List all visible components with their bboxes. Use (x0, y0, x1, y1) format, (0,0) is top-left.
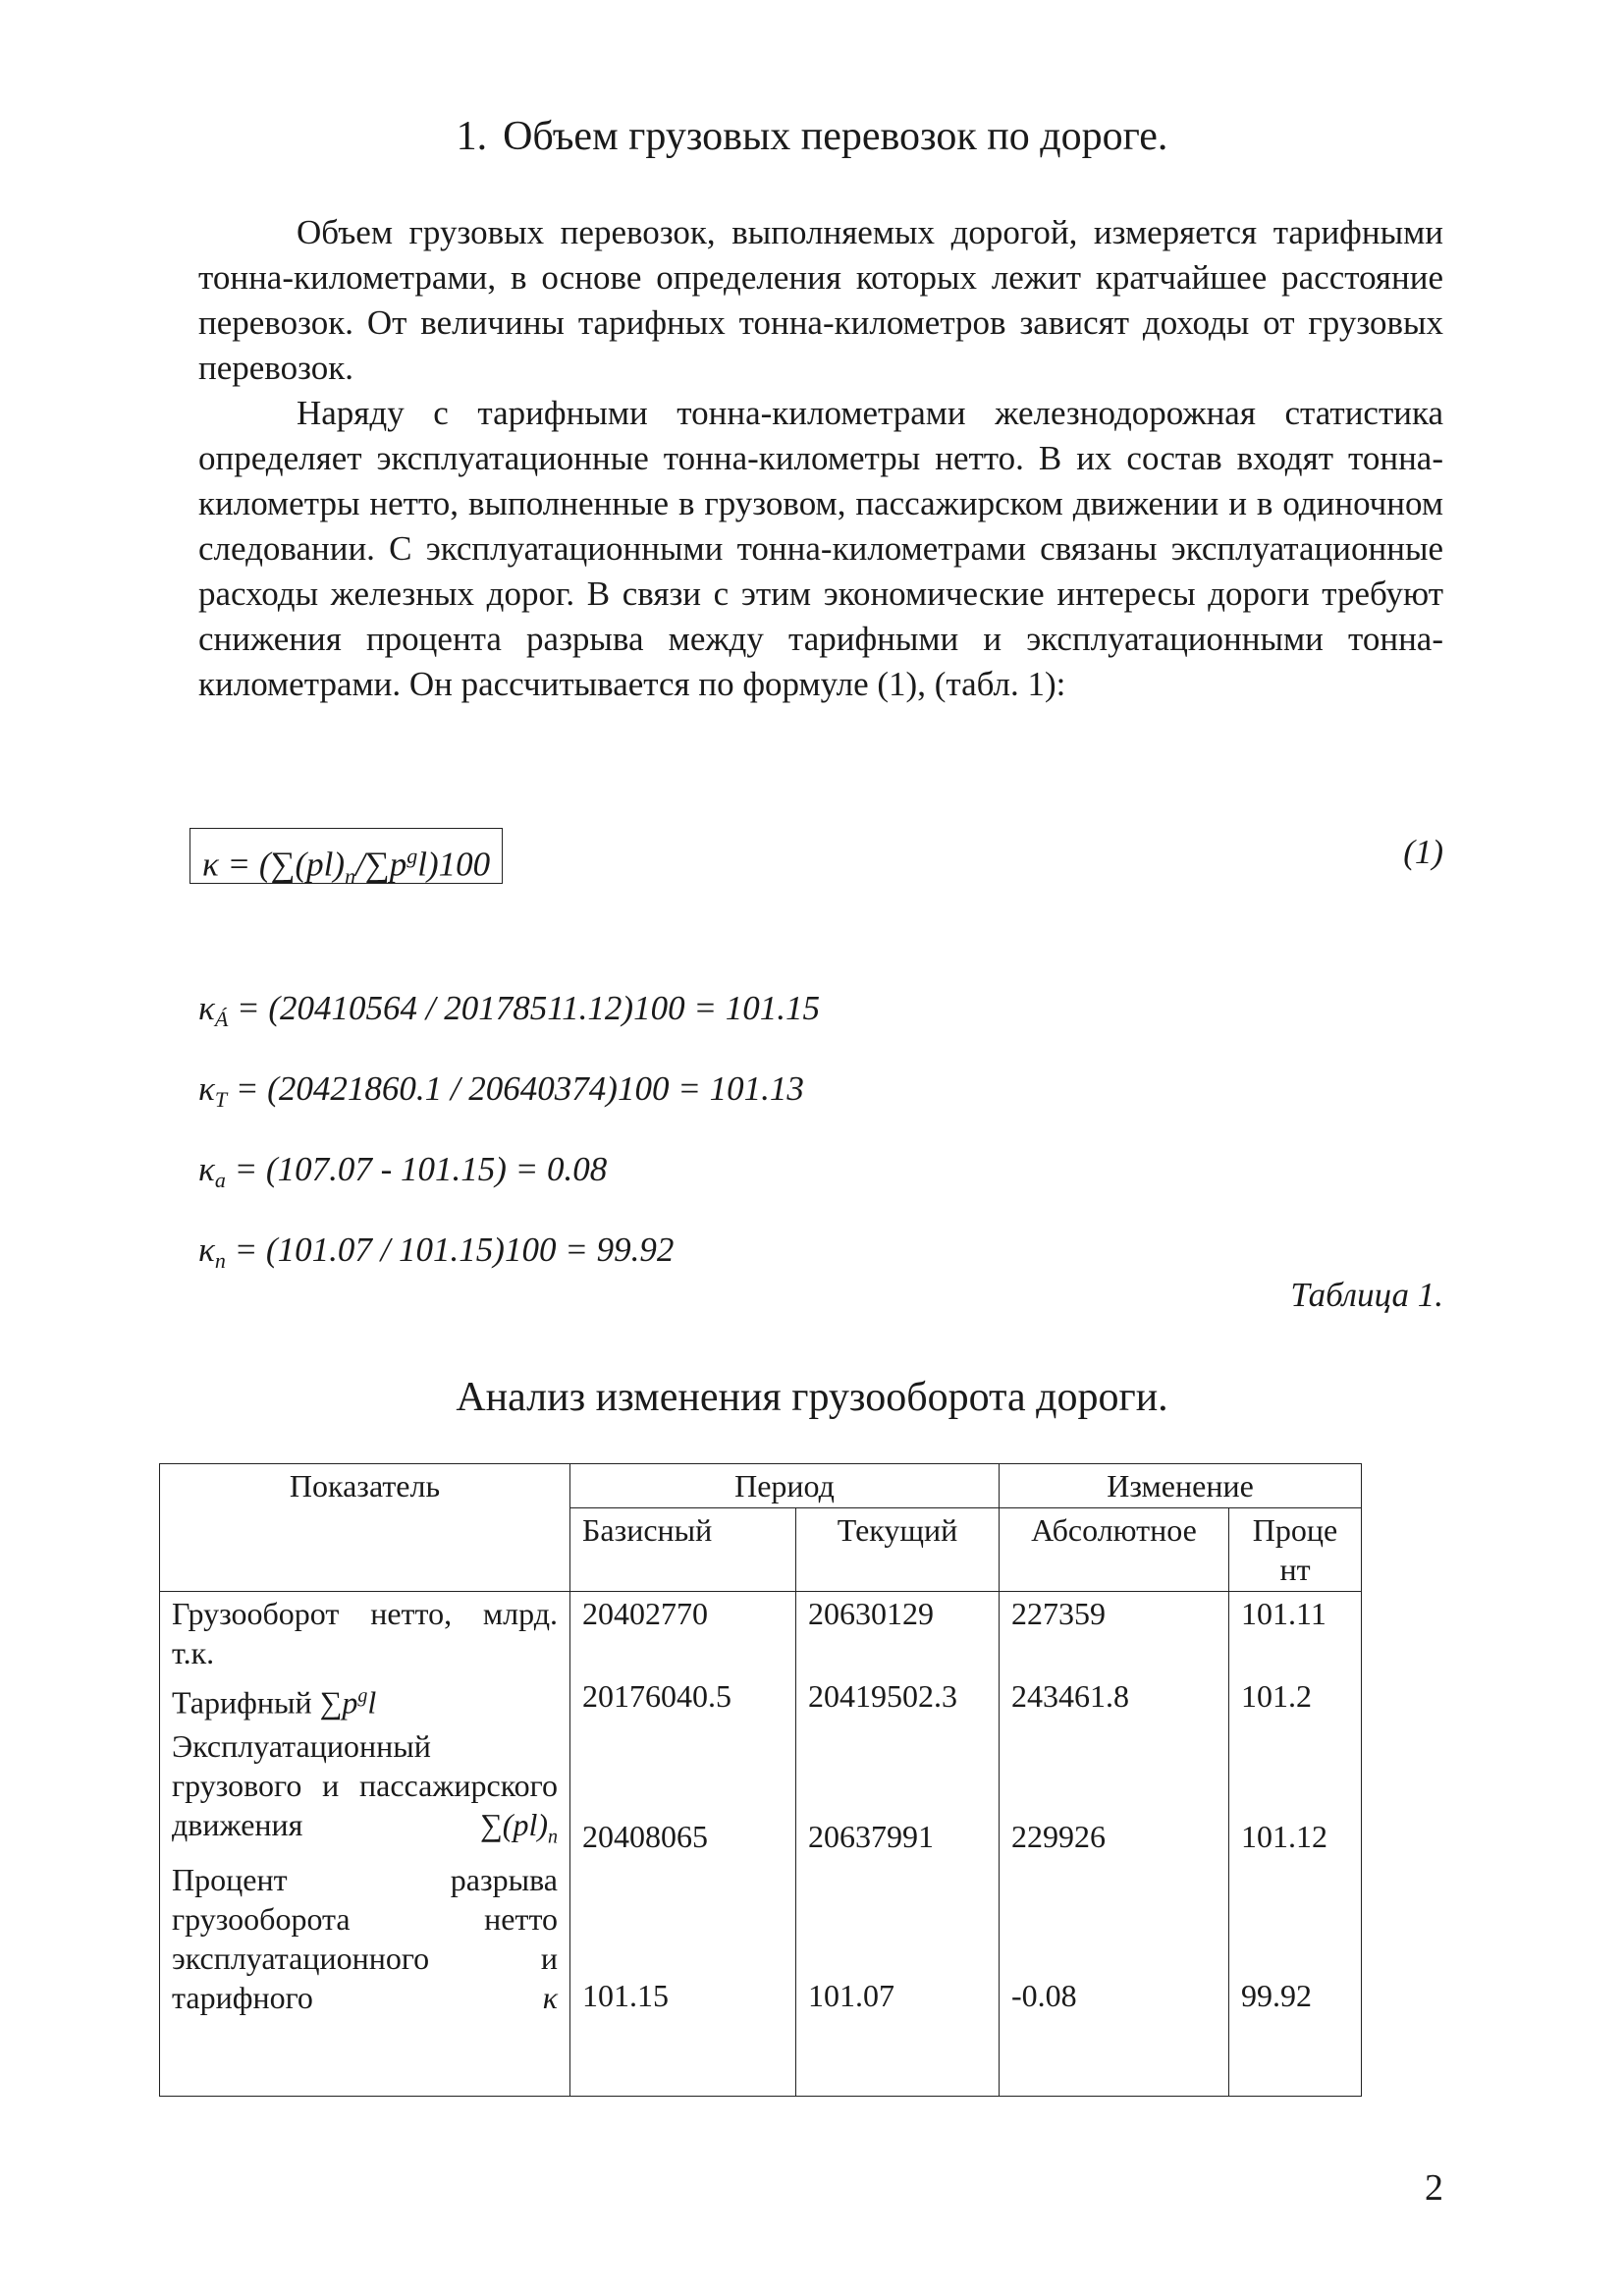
cell-percent: 99.92 (1229, 1858, 1362, 2097)
cell-base: 20402770 (570, 1592, 796, 1675)
cell-absolute: 227359 (1000, 1592, 1229, 1675)
page-number: 2 (1425, 2167, 1443, 2209)
paragraph-2: Наряду с тарифными тонна-километрами железнодорожная статистика определяет эксплуатационные тонна-километры нетто. В их состав входят тонна-километры нетто, выполненные в грузовом, пассажирском движении и в одиночном следовании. С эксплуатационными тонна-километрами связаны эксплуатационные расходы железных дорог. В связи с этим экономические интересы дороги требуют снижения процента разрыва между тарифными и эксплуатационными тонна-километрами. Он рассчитывается по формуле (1), (табл. 1): (198, 394, 1443, 703)
cell-absolute: 243461.8 (1000, 1674, 1229, 1724)
section-number: 1. (456, 114, 488, 159)
cell-current: 20637991 (796, 1724, 1000, 1858)
cell-absolute: 229926 (1000, 1724, 1229, 1858)
subheader-percent: Проце нт (1229, 1508, 1362, 1592)
formula-box: $\kappa = (\sum(pl)_n/\sum p^gl)100$ (189, 828, 503, 884)
calculation-1: $\kappa_Á = (20410564 / 20178511.12)100 = 101.15$ (198, 989, 820, 1031)
header-period: Период (570, 1464, 1000, 1508)
header-change: Изменение (1000, 1464, 1362, 1508)
cell-percent: 101.2 (1229, 1674, 1362, 1724)
cell-percent: 101.12 (1229, 1724, 1362, 1858)
cell-base: 20176040.5 (570, 1674, 796, 1724)
cell-current: 101.07 (796, 1858, 1000, 2097)
table-row (160, 1724, 1362, 1858)
table-row (160, 1858, 1362, 2097)
subheader-current: Текущий (796, 1508, 1000, 1592)
table-row (160, 1674, 1362, 1724)
freight-analysis-table (159, 1463, 1362, 2097)
cell-current: 20630129 (796, 1592, 1000, 1675)
formula-number: (1) (1403, 833, 1443, 871)
subheader-base: Базисный (570, 1508, 796, 1592)
calculation-2: $\kappa_T = (20421860.1 / 20640374)100 = 101.13$ (198, 1069, 804, 1112)
subheader-absolute: Абсолютное (1000, 1508, 1229, 1592)
table-header-row (160, 1464, 1362, 1508)
row-label: Эксплуатационный грузового и пассажирского движения $\sum(pl)_n$ (160, 1724, 570, 1858)
calculation-3: $\kappa_a = (107.07 - 101.15) = 0.08$ (198, 1150, 608, 1192)
cell-base: 20408065 (570, 1724, 796, 1858)
table-caption: Таблица 1. (1290, 1276, 1443, 1314)
cell-absolute: -0.08 (1000, 1858, 1229, 2097)
section-heading (0, 111, 1624, 162)
paragraph-1: Объем грузовых перевозок, выполняемых дорогой, измеряется тарифными тонна-километрами, в основе определения которых лежит кратчайшее расстояние перевозок. От величины тарифных тонна-километров зависят доходы от грузовых перевозок. (198, 213, 1443, 387)
header-indicator: Показатель (160, 1464, 570, 1592)
row-label: Грузооборот нетто, млрд. т.к. (160, 1592, 570, 1675)
row-label: Процент разрыва грузооборота нетто эксплуатационного и тарифного κ (160, 1858, 570, 2097)
cell-percent: 101.11 (1229, 1592, 1362, 1675)
section-title: Объем грузовых перевозок по дороге. (503, 114, 1168, 159)
calculation-4: $\kappa_n = (101.07 / 101.15)100 = 99.92$ (198, 1230, 675, 1273)
table-row (160, 1592, 1362, 1675)
row-label: Тарифный $\sum p^gl$ (160, 1674, 570, 1724)
cell-base: 101.15 (570, 1858, 796, 2097)
table-title: Анализ изменения грузооборота дороги. (456, 1375, 1168, 1420)
cell-current: 20419502.3 (796, 1674, 1000, 1724)
